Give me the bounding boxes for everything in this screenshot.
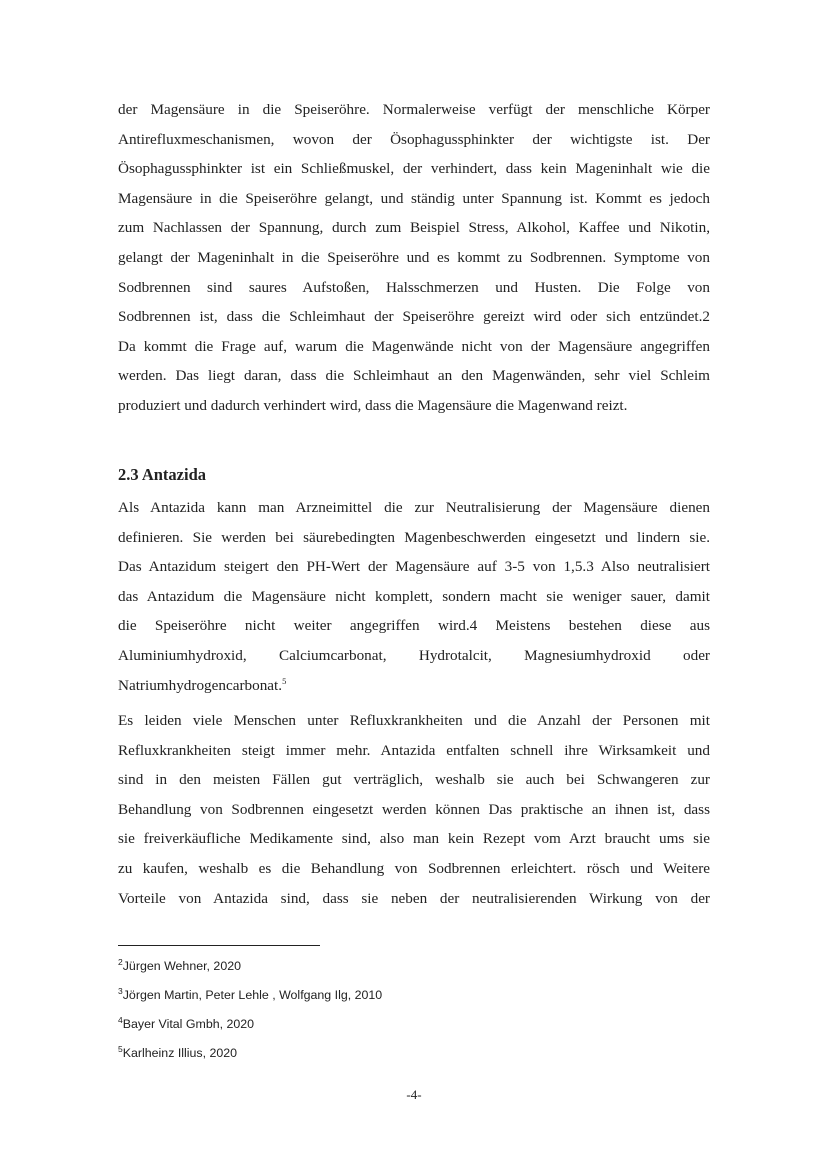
text-line: Magensäure in die Speiseröhre gelangt, und ständig unter Spannung ist. Kommt es jedoch xyxy=(118,189,710,207)
page-number: -4- xyxy=(406,1087,422,1102)
footnote-text: Jürgen Wehner, 2020 xyxy=(122,959,241,973)
text-line: Sodbrennen ist, dass die Schleimhaut der Speiseröhre gereizt wird oder sich entzündet.2 xyxy=(118,308,710,326)
footnote-number: 3 xyxy=(118,985,123,996)
footnote-separator xyxy=(118,945,320,946)
text-line: Als Antazida kann man Arzneimittel die zur Neutralisierung der Magensäure dienen xyxy=(118,499,710,516)
footnote xyxy=(118,1016,254,1032)
footnote-text: Bayer Vital Gmbh, 2020 xyxy=(122,1017,255,1031)
text-line: der Magensäure in die Speiseröhre. Normalerweise verfügt der menschliche Körper xyxy=(118,101,710,118)
text-line: zu kaufen, weshalb es die Behandlung von Sodbrennen erleichtert. rösch und Weitere xyxy=(118,859,710,877)
footnote xyxy=(118,987,382,1003)
footnote-number: 4 xyxy=(118,1014,123,1025)
body-paragraph-antazida xyxy=(118,493,710,700)
text-line: definieren. Sie werden bei säurebedingten Magenbeschwerden eingesetzt und lindern sie. xyxy=(118,528,710,546)
text-line: die Speiseröhre nicht weiter angegriffen wird.4 Meistens bestehen diese aus xyxy=(118,617,710,635)
footnote-text: Karlheinz Illius, 2020 xyxy=(122,1046,238,1060)
text-line: Da kommt die Frage auf, warum die Magenwände nicht von der Magensäure angegriffen xyxy=(118,337,710,355)
text-line: gelangt der Mageninhalt in die Speiseröhre und es kommt zu Sodbrennen. Symptome von xyxy=(118,248,710,266)
footnote-marker: 5 xyxy=(282,675,287,686)
text-line: zum Nachlassen der Spannung, durch zum Beispiel Stress, Alkohol, Kaffee und Nikotin, xyxy=(118,219,710,237)
text-line: Behandlung von Sodbrennen eingesetzt werden können Das praktische an ihnen ist, dass xyxy=(118,800,710,818)
text-line: Antirefluxmeschanismen, wovon der Ösophagussphinkter der wichtigste ist. Der xyxy=(118,130,710,148)
text-line: werden. Das liegt daran, dass die Schleimhaut an den Magenwänden, sehr viel Schleim xyxy=(118,367,710,385)
footnote xyxy=(118,1045,237,1061)
footnote-text: Jörgen Martin, Peter Lehle , Wolfgang Ilg, 2010 xyxy=(122,988,383,1002)
body-paragraph-reflux xyxy=(118,95,710,421)
text-line: sie freiverkäufliche Medikamente sind, also man kein Rezept vom Arzt braucht ums sie xyxy=(118,830,710,848)
footnote xyxy=(118,958,241,974)
text-line: Vorteile von Antazida sind, dass sie neben der neutralisierenden Wirkung von der xyxy=(118,889,710,907)
text-line: Ösophagussphinkter ist ein Schließmuskel, der verhindert, dass kein Mageninhalt wie die xyxy=(118,160,710,178)
footnote-number: 5 xyxy=(118,1043,123,1054)
section-heading: 2.3 Antazida xyxy=(118,465,207,484)
text-line xyxy=(118,671,710,701)
text-line: produziert und dadurch verhindert wird, dass die Magensäure die Magenwand reizt. xyxy=(118,396,628,414)
text-line: Sodbrennen sind saures Aufstoßen, Halsschmerzen und Husten. Die Folge von xyxy=(118,278,710,296)
text-line: das Antazidum die Magensäure nicht komplett, sondern macht sie weniger sauer, damit xyxy=(118,587,710,605)
text-line: sind in den meisten Fällen gut verträglich, weshalb sie auch bei Schwangeren zur xyxy=(118,771,710,789)
text-line: Aluminiumhydroxid, Calciumcarbonat, Hydrotalcit, Magnesiumhydroxid oder xyxy=(118,646,710,664)
text-line: Refluxkrankheiten steigt immer mehr. Antazida entfalten schnell ihre Wirksamkeit und xyxy=(118,741,710,759)
text-line: Das Antazidum steigert den PH-Wert der Magensäure auf 3-5 von 1,5.3 Also neutralisiert xyxy=(118,558,710,576)
text-line: Es leiden viele Menschen unter Refluxkrankheiten und die Anzahl der Personen mit xyxy=(118,712,710,729)
footnote-number: 2 xyxy=(118,956,123,967)
body-paragraph-reflux-treatment xyxy=(118,706,710,913)
text-line-content: Natriumhydrogencarbonat. xyxy=(118,676,283,694)
